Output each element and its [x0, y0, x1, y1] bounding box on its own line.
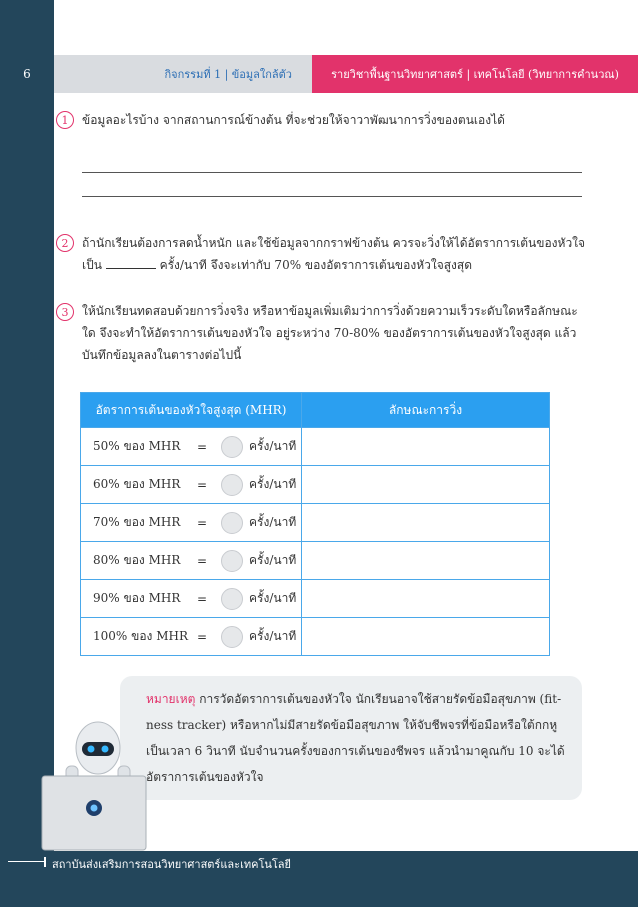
question-3-line2: ใด จึงจะทำให้อัตราการเต้นของหัวใจ อยู่ระหว่าง 70-80% ของอัตราการเต้นของหัวใจสูงสุด แล้ว: [82, 326, 577, 340]
answer-circle[interactable]: [221, 588, 243, 610]
note-line-2: ness tracker) หรือหากไม่มีสายรัดข้อมือสุขภาพ ให้จับชีพจรที่ข้อมือหรือใต้กกหู: [146, 718, 558, 732]
table-row: [81, 618, 550, 656]
row-unit: ครั้ง/นาที: [249, 553, 297, 567]
running-cell[interactable]: [302, 466, 550, 504]
row-percent: 90% ของ MHR: [93, 591, 181, 605]
question-2-line2: [82, 254, 472, 276]
answer-line-2[interactable]: [82, 196, 582, 197]
subject-title: รายวิชาพื้นฐานวิทยาศาสตร์ | เทคโนโลยี (วิทยาการคำนวณ): [312, 55, 638, 93]
row-unit: ครั้ง/นาที: [249, 629, 297, 643]
row-equals: =: [197, 629, 208, 644]
answer-line-1[interactable]: [82, 172, 582, 173]
note-line-4: อัตราการเต้นของหัวใจ: [146, 770, 264, 784]
row-equals: =: [197, 591, 208, 606]
answer-circle[interactable]: [221, 474, 243, 496]
answer-circle[interactable]: [221, 512, 243, 534]
note-line-1: การวัดอัตราการเต้นของหัวใจ นักเรียนอาจใช้สายรัดข้อมือสุขภาพ (fit-: [199, 692, 562, 706]
row-equals: =: [197, 515, 208, 530]
row-percent: 50% ของ MHR: [93, 439, 181, 453]
table-row: [81, 580, 550, 618]
row-percent: 100% ของ MHR: [93, 629, 188, 643]
robot-eye-right: [102, 746, 109, 753]
note-label: หมายเหตุ: [146, 692, 196, 706]
answer-circle[interactable]: [221, 436, 243, 458]
footer-tick: [44, 857, 46, 867]
running-cell[interactable]: [302, 618, 550, 656]
question-3-number: 3: [56, 303, 74, 321]
row-percent: 80% ของ MHR: [93, 553, 181, 567]
footer-divider: [8, 861, 44, 862]
table-header-running: ลักษณะการวิ่ง: [302, 393, 550, 428]
running-cell[interactable]: [302, 542, 550, 580]
table-row: [81, 466, 550, 504]
row-unit: ครั้ง/นาที: [249, 477, 297, 491]
laptop-logo-inner: [91, 805, 98, 812]
robot-visor: [82, 742, 114, 756]
question-2-prefix: เป็น: [82, 258, 102, 272]
question-3-line1: ให้นักเรียนทดสอบด้วยการวิ่งจริง หรือหาข้อมูลเพิ่มเติมว่าการวิ่งด้วยความเร็วระดับใดหรือลักษณะ: [82, 304, 578, 318]
running-cell[interactable]: [302, 580, 550, 618]
robot-illustration: [36, 718, 156, 854]
answer-blank[interactable]: [106, 254, 156, 269]
question-1-text: ข้อมูลอะไรบ้าง จากสถานการณ์ข้างต้น ที่จะช่วยให้จาวาพัฒนาการวิ่งของตนเองได้: [82, 113, 505, 127]
row-equals: =: [197, 553, 208, 568]
heart-rate-table: [80, 392, 550, 656]
running-cell[interactable]: [302, 428, 550, 466]
page-number: 6: [0, 55, 54, 93]
row-equals: =: [197, 439, 208, 454]
row-unit: ครั้ง/นาที: [249, 515, 297, 529]
question-3-line3: บันทึกข้อมูลลงในตารางต่อไปนี้: [82, 348, 242, 362]
row-percent: 70% ของ MHR: [93, 515, 181, 529]
table-row: [81, 542, 550, 580]
page-header: [0, 55, 638, 93]
note-line-3: เป็นเวลา 6 วินาที นับจำนวนครั้งของการเต้นของชีพจร แล้วนำมาคูณกับ 10 จะได้: [146, 744, 565, 758]
row-unit: ครั้ง/นาที: [249, 591, 297, 605]
answer-circle[interactable]: [221, 550, 243, 572]
note-text: [146, 686, 570, 790]
activity-title: กิจกรรมที่ 1 | ข้อมูลใกล้ตัว: [54, 55, 312, 93]
running-cell[interactable]: [302, 504, 550, 542]
question-2-line1: ถ้านักเรียนต้องการลดน้ำหนัก และใช้ข้อมูลจากกราฟข้างต้น ควรจะวิ่งให้ได้อัตราการเต้นของหัวใจ: [82, 236, 586, 250]
question-2-suffix: ครั้ง/นาที จึงจะเท่ากับ 70% ของอัตราการเต้นของหัวใจสูงสุด: [159, 258, 473, 272]
table-header-mhr: อัตราการเต้นของหัวใจสูงสุด (MHR): [81, 393, 302, 428]
robot-eye-left: [88, 746, 95, 753]
question-2-number: 2: [56, 234, 74, 252]
table-row: [81, 428, 550, 466]
footer-text: สถาบันส่งเสริมการสอนวิทยาศาสตร์และเทคโนโลยี: [52, 858, 291, 871]
table-row: [81, 504, 550, 542]
answer-circle[interactable]: [221, 626, 243, 648]
row-unit: ครั้ง/นาที: [249, 439, 297, 453]
row-equals: =: [197, 477, 208, 492]
row-percent: 60% ของ MHR: [93, 477, 181, 491]
question-1-number: 1: [56, 111, 74, 129]
